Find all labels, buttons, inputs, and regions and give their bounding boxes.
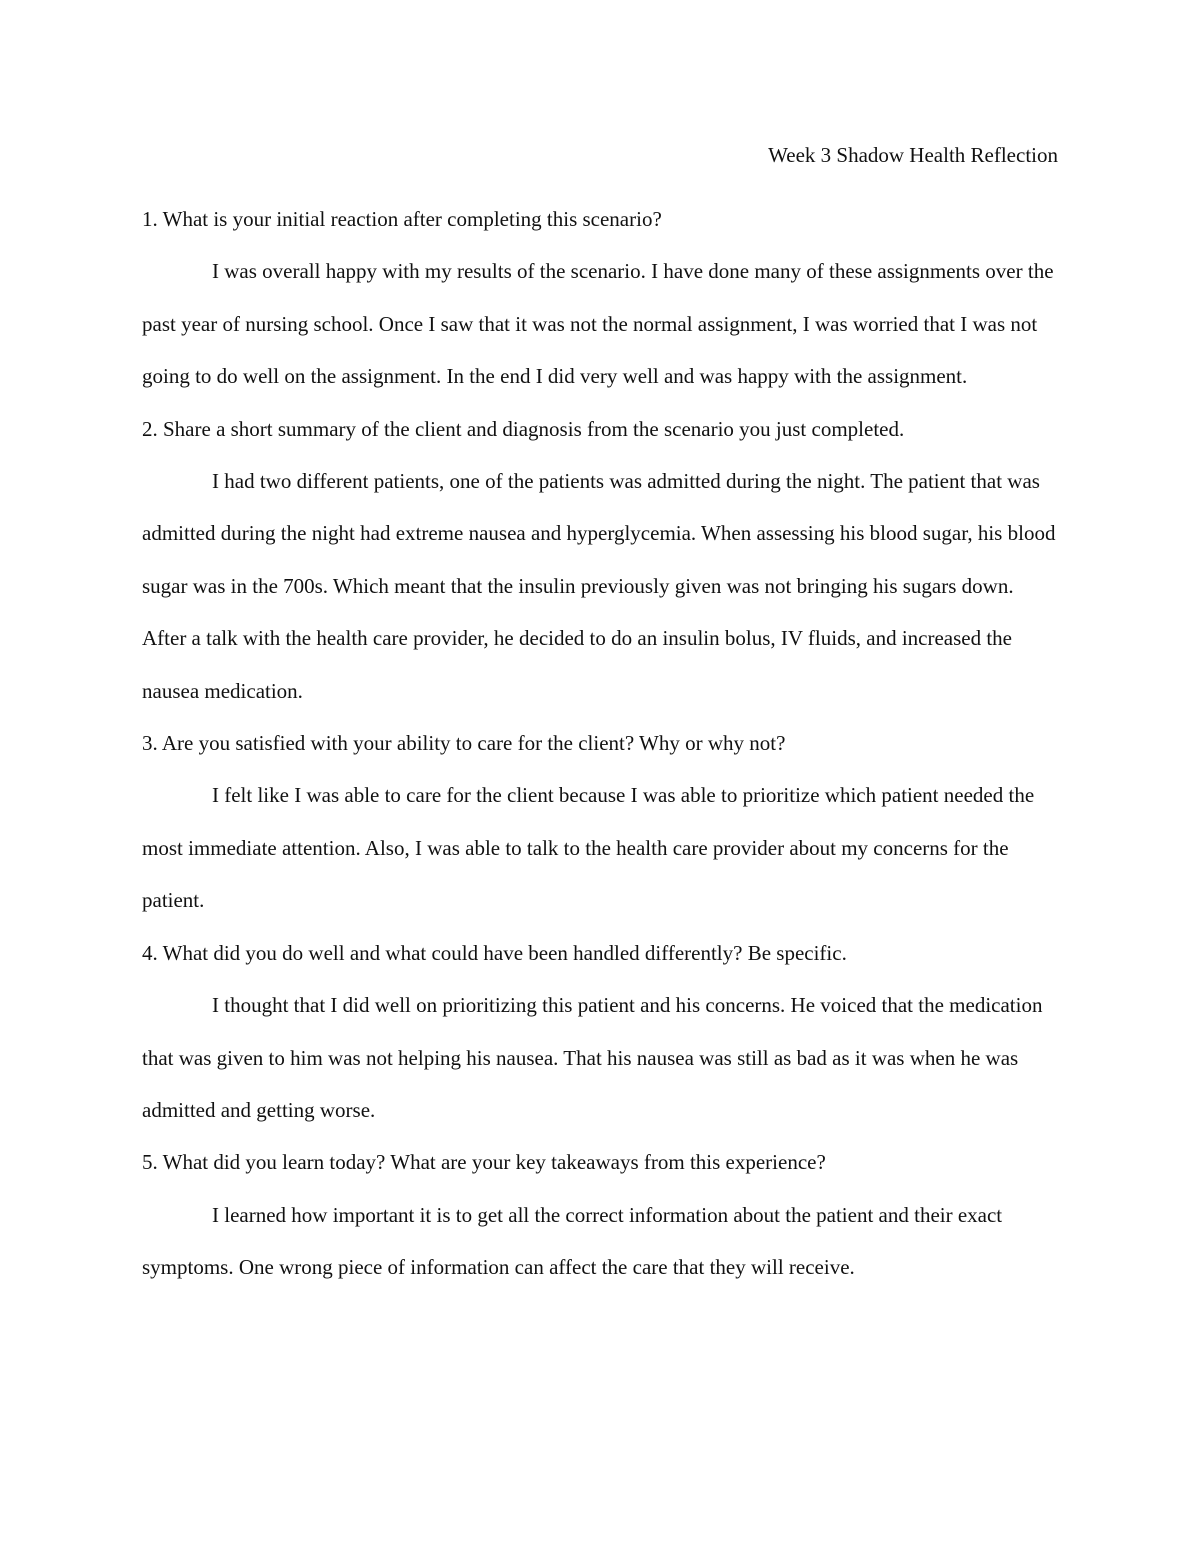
answer-4: I thought that I did well on prioritizing this patient and his concerns. He voiced that the medication that was given to him was not helping his nausea. That his nausea was still as bad as it was when he was admitted and getting worse.: [142, 993, 1043, 1122]
question-4: 4. What did you do well and what could have been handled differently? Be specific.: [142, 940, 847, 965]
answer-2: I had two different patients, one of the patients was admitted during the night. The patient that was admitted during the night had extreme nausea and hyperglycemia. When assessing his blood sugar, his blood sugar was in the 700s. Which meant that the insulin previously given was not bringing his sugars down. After a talk with the health care provider, he decided to do an insulin bolus, IV fluids, and increased the nausea medication.: [142, 469, 1056, 703]
question-5: 5. What did you learn today? What are your key takeaways from this experience?: [142, 1150, 826, 1175]
question-3: 3. Are you satisfied with your ability to care for the client? Why or why not?: [142, 731, 786, 756]
answer-1: I was overall happy with my results of the scenario. I have done many of these assignments over the past year of nursing school. Once I saw that it was not the normal assignment, I was worried that I was not going to do well on the assignment. In the end I did very well and was happy with the assignment.: [142, 259, 1054, 389]
question-2: 2. Share a short summary of the client and diagnosis from the scenario you just completed.: [142, 416, 905, 441]
question-1: 1. What is your initial reaction after completing this scenario?: [142, 207, 662, 231]
document-body: [142, 193, 1058, 1294]
running-header: Week 3 Shadow Health Reflection: [768, 143, 1058, 167]
answer-5: I learned how important it is to get all the correct information about the patient and their exact symptoms. One wrong piece of information can affect the care that they will receive.: [142, 1202, 1003, 1280]
answer-3: I felt like I was able to care for the client because I was able to prioritize which patient needed the most immediate attention. Also, I was able to talk to the health care provider about my concerns for the patient.: [142, 783, 1035, 913]
